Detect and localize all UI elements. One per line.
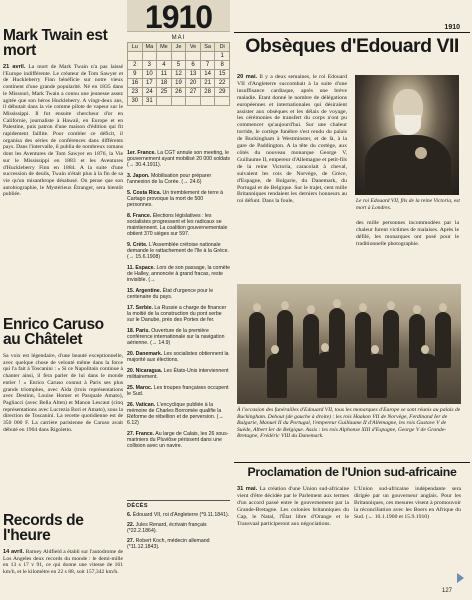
calendar-day: 20 xyxy=(186,79,201,88)
article-body xyxy=(3,64,123,198)
article-text: Sa voix est légendaire, d'une beauté exceptionnelle, avec quelque chose de velouté même dans la force qui l'a fait à Toscanini : « Si ce Napolitain continue à chanter ainsi, il fera parler de lui dans le monde entier ! » Enrico Caruso connut à Paris ses plus grands triomphes, avec Aïda (trois représentations avec Destinn, Louise Homer et Pasquale Amato), Pagliacci (avec Bella Alten) et Manon Lescaut (cinq représentations avec Lucrezia Bori et Amato), sous la direction de Toscanini. La recette quotidienne est de 350 000 F. La carrière parisienne de Caruso avait débuté en 1904 dans Rigoletto. xyxy=(3,353,123,433)
event-date: 20. Nicaragua. xyxy=(127,368,163,374)
deaths-box xyxy=(127,500,230,554)
event-text: La Russie a charge de financer la moitié de la construction du pont serbe sur le Danube, près des Portes de fer. xyxy=(127,305,227,323)
calendar-week xyxy=(128,97,230,106)
event-item xyxy=(127,173,230,186)
calendar-day xyxy=(215,97,230,106)
union-article-continuation: L'Union sud-africaine indépendante sera dirigée par un gouverneur anglais. Pour les Britanniques, ces mesures visent à promouvoir la réconciliation avec les Boers en Afrique du Sud. (← 10.1.1900 et 15.9.1910) xyxy=(354,486,461,520)
event-item xyxy=(127,242,230,261)
event-item xyxy=(127,288,230,301)
event-item xyxy=(127,385,230,398)
calendar-day: 10 xyxy=(142,70,157,79)
article-text: Il y a deux semaines, le roi Edouard VII d'Angleterre succombait à la suite d'une insuffisance cardiaque, après une brève maladie. Etant donné le nombre de délégations européennes et internationales qui désiraient assister aux obsèques et les délais de voyage, les cérémonies de transfert du corps n'ont pu commencer qu'aujourd'hui. Sur une chaleur torride, le cortège funèbre s'est rendu du palais de Buckingham à Westminster, et de là, à la gare de Paddington. A la tête du cortège, aux côtés du nouveau monarque George V, Guillaume II, empereur d'Allemagne et petit-fils de la reine Victoria, caracolait à cheval, suivaient les rois de Norvège, de Grèce, d'Espagne, de Bulgarie, du Danemark, du Portugal et de Belgique. Sur le trajet, cent mille Britanniques rendaient les derniers honneurs au roi défunt. Dans la foule, xyxy=(237,74,348,205)
calendar-week xyxy=(128,79,230,88)
calendar-day: 11 xyxy=(157,70,172,79)
next-page-arrow-icon[interactable] xyxy=(457,573,464,583)
calendar-day: 30 xyxy=(128,97,143,106)
event-date: 17. Serbie. xyxy=(127,305,153,311)
page-number: 127 xyxy=(441,588,452,594)
main-article-title: Obsèques d'Edouard VII xyxy=(245,35,459,57)
article-title: Records de l'heure xyxy=(3,512,84,544)
event-item xyxy=(127,213,230,238)
article-text: Barney Aldfield a établi sur l'autodrome de Los Angeles deux records du monde : le demi-mille en 13 s 17 v 91, ce qui donne une vitesse de 161 km/h, et le kilomètre en 22 s 88, soit 157,342 km/h. xyxy=(3,549,123,576)
events-list xyxy=(127,150,230,454)
article-text: La création d'une Union sud-africaine vient d'être décidée par le Parlement aux termes d'un accord passé entre le gouvernement par la Grande-Bretagne. Les colonies britanniques du Cap, le Natal, l'État libre d'Orange et le Transvaal participeront aux négociations. xyxy=(237,486,349,527)
event-date: 26. Vatican. xyxy=(127,402,156,408)
calendar-day xyxy=(186,97,201,106)
event-text: Les socialistes obtiennent la majorité aux élections. xyxy=(127,351,229,363)
monarchs-group-photo xyxy=(237,284,461,404)
event-date: 3. Japon. xyxy=(127,173,150,179)
divider xyxy=(234,32,470,33)
calendar-weekday: Lu xyxy=(128,43,143,52)
event-date: 20. Danemark. xyxy=(127,351,163,357)
death-text: Robert Koch, médecin allemand (*11.12.1843). xyxy=(127,538,210,550)
calendar-day: 3 xyxy=(142,61,157,70)
event-item xyxy=(127,150,230,169)
event-item xyxy=(127,368,230,381)
event-date: 1er. France. xyxy=(127,150,156,156)
calendar-week xyxy=(128,52,230,61)
calendar-day: 5 xyxy=(171,61,186,70)
calendar-day xyxy=(200,52,215,61)
event-text: Mobilisation pour préparer l'annexion de la Corée. (→ 24.6) xyxy=(127,173,212,185)
calendar-day xyxy=(171,52,186,61)
article-twain xyxy=(3,28,123,198)
page-folio: 1910 xyxy=(444,24,460,31)
deaths-heading: DÉCÈS xyxy=(127,503,148,509)
death-text: Édouard VII, roi d'Angleterre (*9.11.1841). xyxy=(132,512,230,518)
article-date: 20 mai. xyxy=(237,74,258,80)
event-text: Élections législatives : les socialistes progressent et les radicaux se maintiennent. La coalition gouvernementale obtient 370 sièges sur 597. xyxy=(127,213,228,237)
calendar-weekday: Di xyxy=(215,43,230,52)
event-date: 18. Paris. xyxy=(127,328,150,334)
divider xyxy=(234,462,470,463)
photo-caption: À l'occasion des funérailles d'Edouard VII, tous les monarques d'Europe se sont réunis au palais de Buckingham. Debout (de gauche à droite) : les rois Haakon VII de Norvège, Ferdinand Ier de Bulgarie, Manuel II du Portugal, l'empereur Guillaume II d'Allemagne, les rois Gustave V de Suède, Albert Ier de Belgique. Assis : les rois Alphonse XIII d'Espagne, George V de Grande-Bretagne, Frédéric VIII du Danemark. xyxy=(237,407,461,440)
calendar-day xyxy=(200,97,215,106)
event-text: La CGT annule son meeting, le gouvernement ayant mobilisé 20 000 soldats (→ 30.4.1911). xyxy=(127,150,230,168)
calendar-day xyxy=(186,52,201,61)
calendar-day: 16 xyxy=(128,79,143,88)
calendar-day: 14 xyxy=(200,70,215,79)
event-item xyxy=(127,431,230,450)
calendar-day: 9 xyxy=(128,70,143,79)
calendar-weekday: Me xyxy=(157,43,172,52)
calendar-day: 17 xyxy=(142,79,157,88)
main-article-continuation: des mille personnes incommodées par la chaleur furent victimes de malaises. Après le défilé, les monarques ont posé pour le traditionnelle photographie. xyxy=(356,220,459,247)
calendar-day: 7 xyxy=(200,61,215,70)
calendar-week xyxy=(128,88,230,97)
event-item xyxy=(127,402,230,427)
portrait-caption: Le roi Edouard VII, fils de la reine Victoria, est mort à Londres. xyxy=(356,198,460,211)
calendar-day: 4 xyxy=(157,61,172,70)
event-text: État d'urgence pour le centenaire du pays. xyxy=(127,288,214,300)
calendar-day: 6 xyxy=(186,61,201,70)
calendar-week xyxy=(128,70,230,79)
calendar-day: 27 xyxy=(186,88,201,97)
calendar-weekday: Ve xyxy=(186,43,201,52)
event-item xyxy=(127,351,230,364)
calendar-day: 25 xyxy=(157,88,172,97)
deaths-list xyxy=(127,512,230,550)
union-article-title: Proclamation de l'Union sud-africaine xyxy=(247,465,457,479)
left-column xyxy=(3,27,123,576)
event-text: Les États-Unis interviennent militairement. xyxy=(127,368,229,380)
article-text: La mort de Mark Twain n'a pas laissé l'Europe indifférente. Le créateur de Tom Sawyer et de Huckleberry Finn bénéficie sur notre vieux continent d'une grande popularité. Né en 1835 dans le Missouri, Mark Twain a connu une jeunesse assez agitée que son héros Huckleberry. A vingt-deux ans, il débutait dans la vie comme pilote de vapeur sur le Mississippi. Il fut ensuite chercheur d'or en Californie, journaliste à Hawaii, en Europe et en Palestine, puis patron d'une maison d'édition qui fit rapidement faillite. Pour combler ce déficit, il organisa des séries de conférences dans différents pays. Dans l'intervalle, il publia de nombreux romans dont les Aventures de Tom Sawyer en 1876, la Vie sur le Mississippi en 1883 et les Aventures d'Huckleberry Finn en 1884. A la suite d'une succession de deuils, Twain n'était plus à la fin de sa vie qu'un misanthrope désabusé. On pense que son autobiographie, le Mystérieux Étranger, sera bientôt publiée. xyxy=(3,64,123,198)
calendar-day xyxy=(128,52,143,61)
calendar-day: 28 xyxy=(200,88,215,97)
article-body xyxy=(3,549,123,576)
calendar-day: 15 xyxy=(215,70,230,79)
calendar-weekday: Je xyxy=(171,43,186,52)
calendar-weekday: Sa xyxy=(200,43,215,52)
event-date: 9. Crète. xyxy=(127,242,148,248)
main-article-body xyxy=(237,74,347,205)
death-date: 27. xyxy=(127,538,135,544)
article-caruso xyxy=(3,317,123,433)
calendar-day: 13 xyxy=(186,70,201,79)
death-item xyxy=(127,522,230,534)
event-text: Un tremblement de terre à Cartago provoque la mort de 500 personnes. xyxy=(127,190,224,208)
article-date: 31 mai. xyxy=(237,486,258,492)
event-date: 8. France. xyxy=(127,213,152,219)
event-date: 5. Costa Rica. xyxy=(127,190,162,196)
event-text: L'encyclique publiée à la mémoire de Charles Borromée qualifie la Réforme de rébellion et de perversion. (→ 6.12) xyxy=(127,402,224,426)
calendar-day: 1 xyxy=(215,52,230,61)
calendar-day: 8 xyxy=(215,61,230,70)
calendar-day: 31 xyxy=(142,97,157,106)
event-item xyxy=(127,190,230,209)
event-text: L'Assemblée crétoise nationale demande le rattachement de l'île à la Grèce. (→ 15.6.1908) xyxy=(127,242,229,260)
calendar-day xyxy=(157,97,172,106)
event-text: Ouverture de la première conférence internationale sur la navigation aérienne. (→ 14.9) xyxy=(127,328,225,346)
calendar-month: MAI xyxy=(171,35,186,41)
death-text: Jules Renard, écrivain français (*22.2.1864). xyxy=(127,522,207,534)
article-title: Mark Twain est mort xyxy=(3,27,108,59)
article-records xyxy=(3,513,123,576)
calendar-day: 23 xyxy=(128,88,143,97)
event-item xyxy=(127,265,230,284)
event-date: 11. Espace. xyxy=(127,265,155,271)
calendar-day: 29 xyxy=(215,88,230,97)
calendar-weekday: Ma xyxy=(142,43,157,52)
calendar-day xyxy=(142,52,157,61)
king-portrait-image xyxy=(355,75,459,195)
article-date: 14 avril. xyxy=(3,549,25,555)
event-item xyxy=(127,328,230,347)
event-date: 27. France. xyxy=(127,431,155,437)
calendar-day: 26 xyxy=(171,88,186,97)
calendar-day xyxy=(171,97,186,106)
article-date: 21 avril. xyxy=(3,64,26,70)
calendar-week xyxy=(128,61,230,70)
month-calendar xyxy=(127,34,230,106)
death-item xyxy=(127,538,230,550)
event-item xyxy=(127,305,230,324)
event-date: 25. Maroc. xyxy=(127,385,153,391)
death-item xyxy=(127,512,230,518)
calendar-day: 2 xyxy=(128,61,143,70)
calendar-day: 21 xyxy=(200,79,215,88)
union-article-body xyxy=(237,486,349,527)
event-date: 15. Argentine. xyxy=(127,288,162,294)
calendar-day: 22 xyxy=(215,79,230,88)
calendar-day: 24 xyxy=(142,88,157,97)
calendar-day: 19 xyxy=(171,79,186,88)
year-header: 1910 xyxy=(127,0,230,32)
article-title: Enrico Caruso au Châtelet xyxy=(3,316,104,348)
event-text: Les troupes françaises occupent le Sud. xyxy=(127,385,229,397)
death-date: 6. xyxy=(127,512,132,518)
calendar-day: 18 xyxy=(157,79,172,88)
event-text: Au large de Calais, les 26 sous-mariniers du Pluviôse périssent dans une collision avec un navire. xyxy=(127,431,229,449)
calendar-day xyxy=(157,52,172,61)
calendar-day: 12 xyxy=(171,70,186,79)
event-text: Lors de son passage, la comète de Halley, annoncée à grand fracas, reste invisible. (→ xyxy=(127,265,230,283)
calendar-grid xyxy=(127,42,230,106)
death-date: 22. xyxy=(127,522,135,528)
